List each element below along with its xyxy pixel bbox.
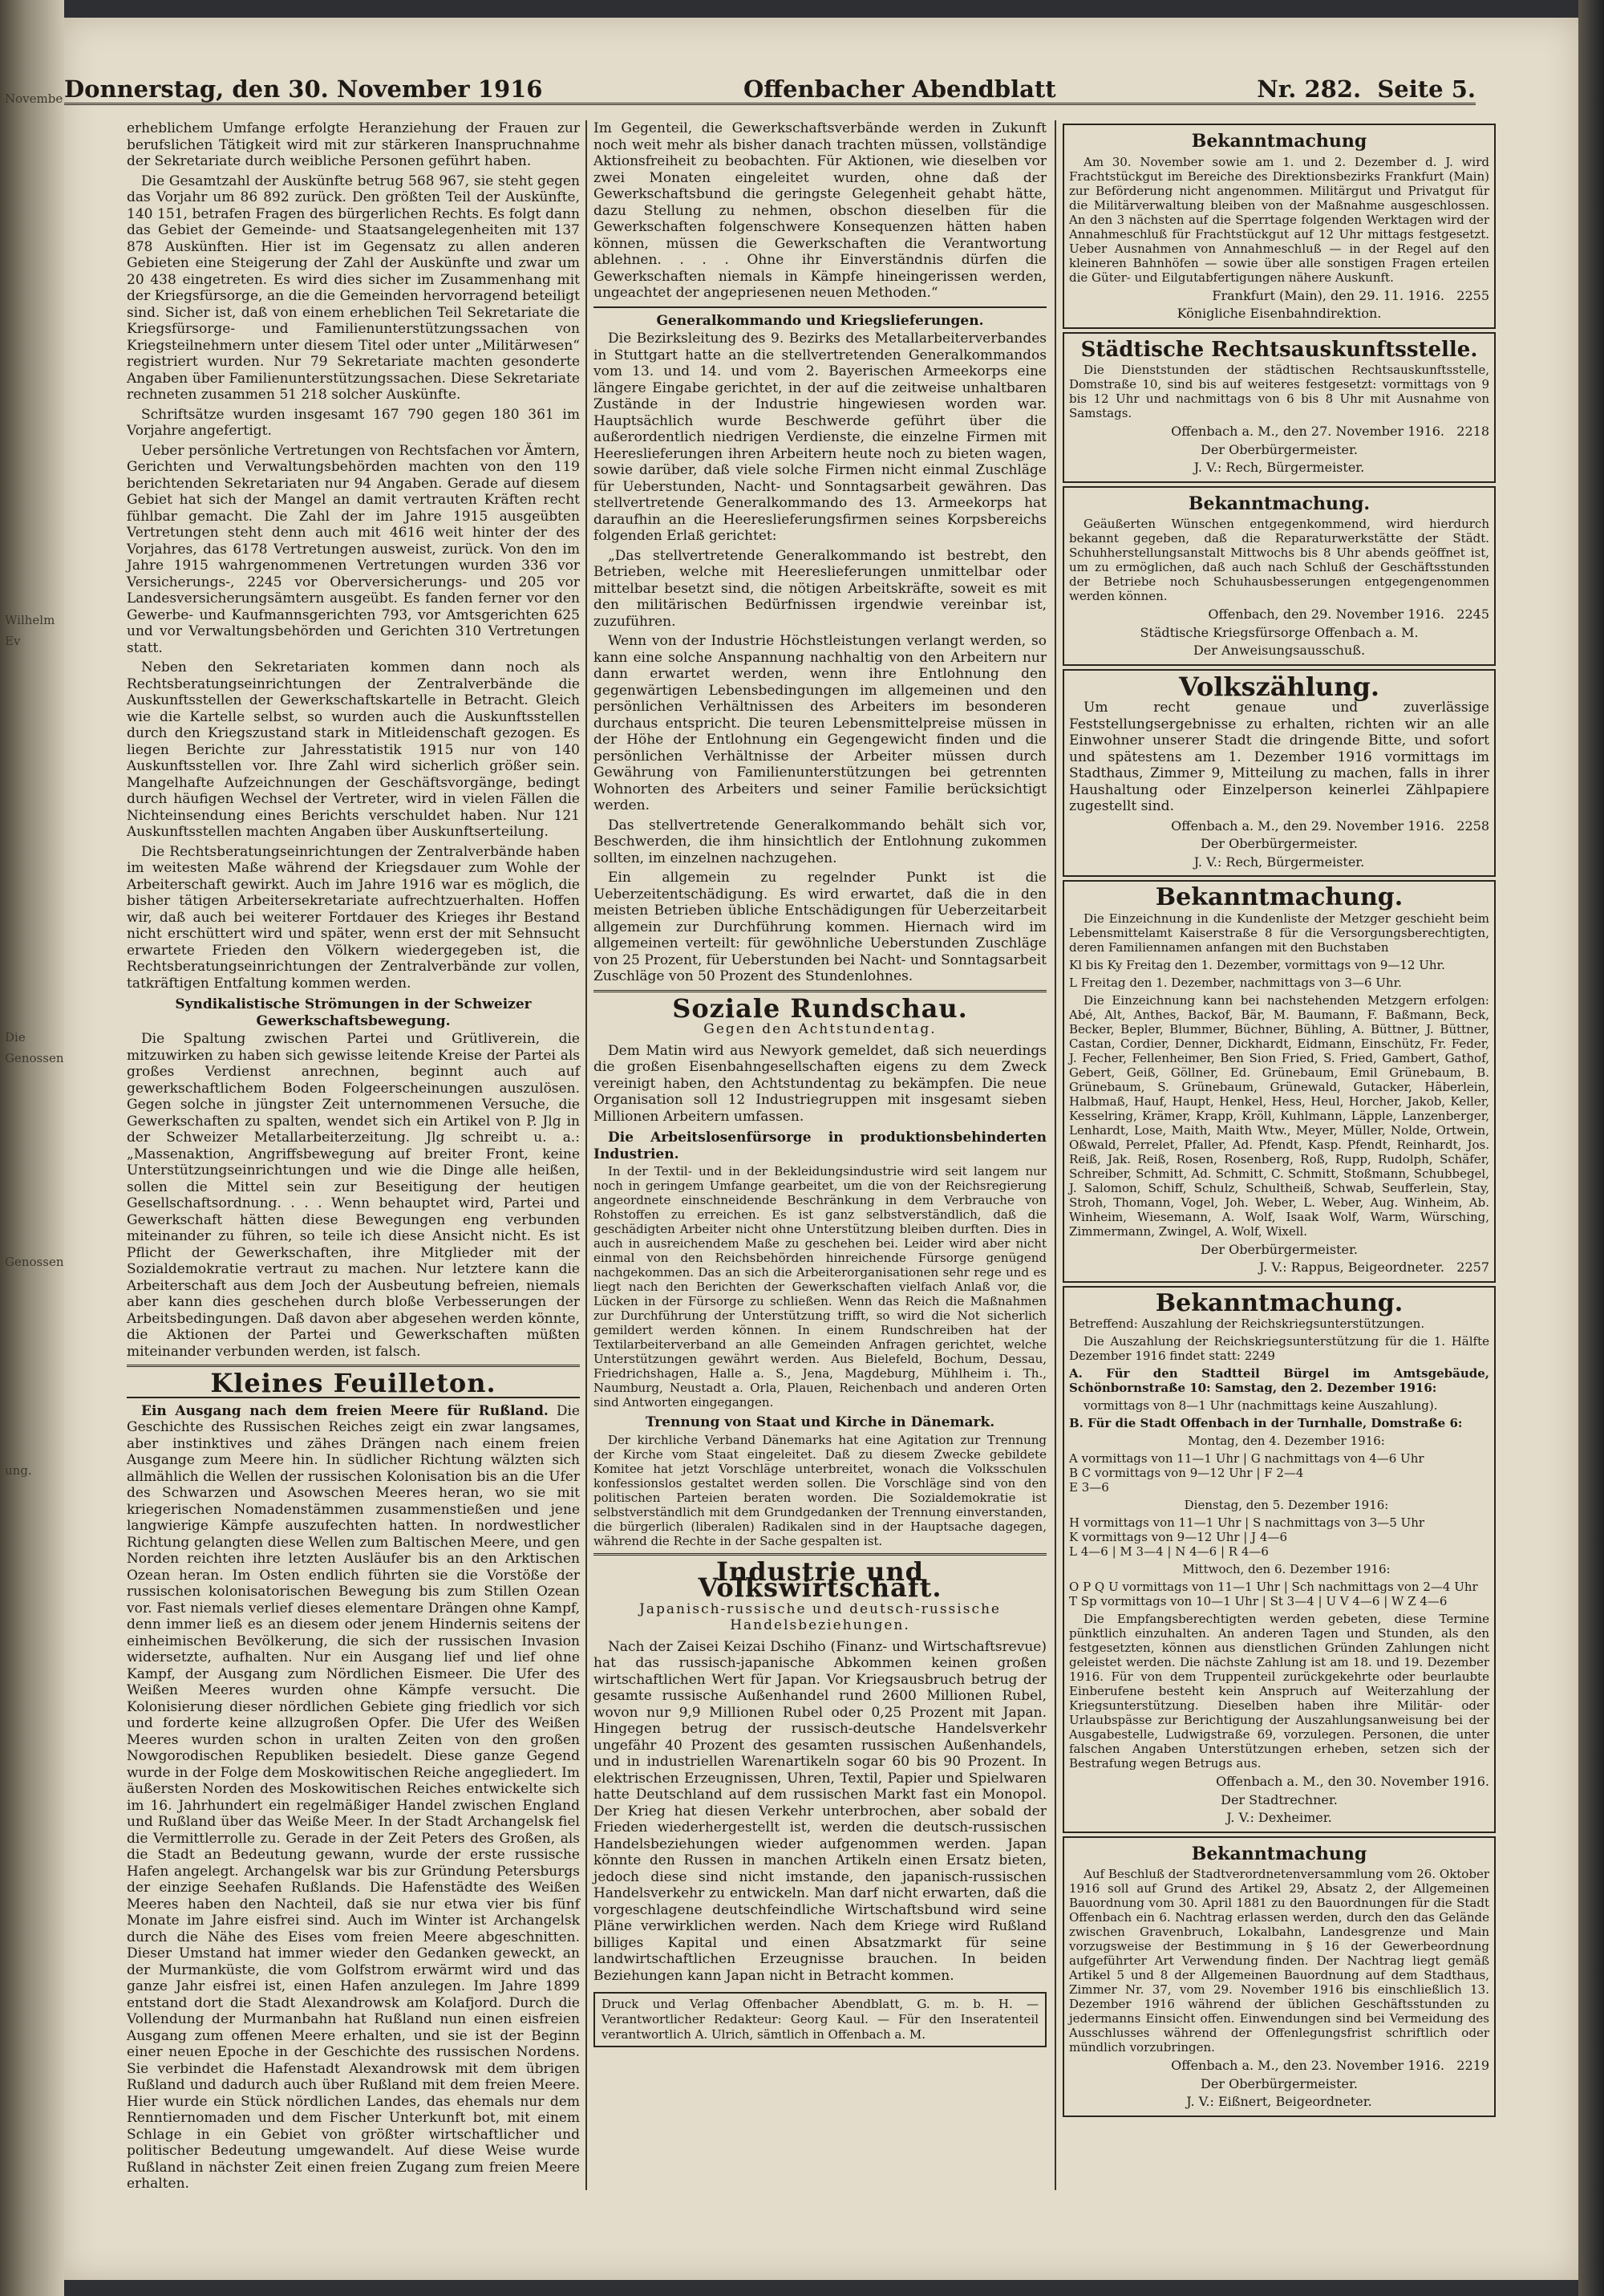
section-title-sozial: Soziale Rundschau.: [672, 992, 968, 1024]
article-paragraph: Neben den Sekretariaten kommen dann noch als Rechtsberatungseinrichtungen der Zentralverbände die Auskunftsstellen der Gewerkschaftskartelle in Betracht. Gleich wie die Kartelle selbst, so wurden auch die Auskunftsstellen durch den Kriegszustand stark in Mitleidenschaft gezogen. Es liegen Berichte zur Jahresstatistik 1915 nur von 140 Auskunftsstellen vor. Ihre Zahl wird sicherlich größer sein. Mangelhafte Aufzeichnungen der Geschäftsvorgänge, bedingt durch häufigen Wechsel der Vertreter, wird in vielen Fällen die Nichteinsendung eines Berichts verschuldet haben. Nur 121 Auskunftsstellen machten Angaben über Auskunftserteilung.: [127, 659, 580, 840]
notice-eisenbahn: [1063, 124, 1496, 329]
column-3-notices: [1063, 120, 1496, 2286]
header-issue-page: [1257, 75, 1476, 103]
article-paragraph: Im Gegenteil, die Gewerkschaftsverbände werden in Zukunft noch weit mehr als bisher danach trachten müssen, vollständige Aktionsfreiheit zu beobachten. Für Aktionen, wie dieselben vor zwei Monaten eingeleitet wurden, ohne daß der Gewerkschaftsbund die geringste Gelegenheit gehabt hätte, dazu Stellung zu nehmen, obschon dieselben für die Gewerkschaften folgenschwere Konsequenzen hätten haben können, müssen die Gewerkschaften die Verantwortung ablehnen. . . . Ohne ihr Einverständnis dürfen die Gewerkschaften niemals in Kämpfe hineingerissen werden, ungeachtet der angepriesenen neuen Methoden.“: [593, 120, 1047, 301]
article-paragraph: „Das stellvertretende Generalkommando ist bestrebt, den Betrieben, welche mit Heereslieferungen unmittelbar oder mittelbar besetzt sind, die nötigen Arbeitskräfte, soweit es mit den militärischen Bedürfnissen irgendwie vereinbar ist, zuzuführen.: [593, 547, 1047, 630]
notice-title: Volkszählung.: [1179, 671, 1379, 702]
article-heading: Trennung von Staat und Kirche in Dänemark.: [645, 1414, 995, 1430]
article-paragraph: Der kirchliche Verband Dänemarks hat eine Agitation zur Trennung der Kirche vom Staat eingeleitet. Daß zu diesem Zwecke gebildete Komitee hat jetzt Vorschläge unterbreitet, wonach die Volksschulen konfessionslos gestaltet werden sollen. Die Vorschläge sind von den politischen Parteien beraten worden. Die Sozialdemokratie ist selbstverständlich mit dem Grundgedanken der Trennung einverstanden, die bürgerlich (liberalen) Radikalen sind in der Hauptsache dagegen, während die Rechte in der Sache gespalten ist.: [593, 1432, 1047, 1548]
section-subtitle: Japanisch-russische und deutsch-russische Handelsbeziehungen.: [639, 1600, 1001, 1633]
edge-snippet: Die Genossen: [5, 1030, 64, 1065]
notice-schedule: Mittwoch, den 6. Dezember 1916:: [1182, 1562, 1391, 1576]
article-paragraph: Das stellvertretende Generalkommando behält sich vor, Beschwerden, die ihm hinsichtlich der Entlohnung zukommen sollten, im einzelnen nachzugehen.: [593, 817, 1047, 866]
header-issue: Nr. 282.: [1257, 75, 1362, 103]
notice-text: Die Einzeichnung in die Kundenliste der Metzger geschieht beim Lebensmittelamt Kaiserstraße 8 für die Versorgungsberechtigten, deren Familiennamen anfangen mit den Buchstaben: [1069, 911, 1489, 955]
article-heading: Syndikalistische Strömungen in der Schweizer Gewerkschaftsbewegung.: [175, 996, 532, 1029]
notice-text: Die Einzeichnung kann bei nachstehenden Metzgern erfolgen: Abé, Alt, Anthes, Backof, Bär, M. Baumann, F. Baßmann, Beck, Becker, Bepler, Blummer, Büchner, Bühling, A. Büttner, J. Büttner, Castan, Cordier, Denner, Dickhardt, Eidmann, Einschütz, Fr. Feder, J. Fecher, Fellenheimer, Ben Sion Fried, S. Fried, Gambert, Gathof, Gebert, Geiß, Göllner, Ed. Grünebaum, Emil Grünebaum, B. Grünebaum, S. Grünebaum, Grünewald, Gutacker, Häberlein, Halbmaß, Hauf, Haupt, Henkel, Hess, Heul, Horcher, Jakob, Keller, Kesselring, Krämer, Krapp, Kröll, Kuhlmann, Läpple, Lanzenberger, Lenhardt, Lose, Maith, Maith Wtw., Meyer, Müller, Nolde, Ortwein, Oßwald, Perrelet, Pfaller, Ad. Pfendt, Kasp. Pfendt, Reinhardt, Jos. Reiß, Jak. Reiß, Rosen, Rosenberg, Roß, Rupp, Rudolph, Schäfer, Schreiber, Schmitt, Ad. Schmitt, C. Schmitt, Stoßmann, Schubbegel, J. Salomon, Schiff, Schulz, Schultheiß, Schwab, Seufferlein, Stay, Stroh, Thomann, Vogel, Joh. Weber, L. Weber, Aug. Winheim, Ab. Winheim, Wiesemann, A. Wolf, Isaak Wolf, Warm, Würsching, Zimmermann, Zwingel, A. Wolf, Wixell.: [1069, 992, 1489, 1239]
notice-schedule: A. Für den Stadtteil Bürgel im Amtsgebäude, Schönbornstraße 10: Samstag, den 2. Dezember 1916:: [1069, 1366, 1489, 1395]
notice-kriegsunterstuetzung: [1063, 1286, 1496, 1833]
notice-schedule: H vormittags von 11—1 Uhr | S nachmittags von 3—5 Uhr K vormittags von 9—12 Uhr | J 4—6 L 4—6 | M 3—4 | N 4—6 | R 4—6: [1069, 1515, 1425, 1559]
notice-signature: Offenbach, den 29. November 1916. 2245: [1208, 606, 1489, 622]
column-divider: [1055, 120, 1056, 2190]
article-paragraph: Die Bezirksleitung des 9. Bezirks des Metallarbeiterverbandes in Stuttgart hatte an die stellvertretenden Generalkommandos vom 13. und 14. und vom 2. Bayerischen Armeekorps eine längere Eingabe gerichtet, in der auf die zeitweise unhaltbaren Zustände in der Industrie hingewiesen worden war. Hauptsächlich wurde Beschwerde geführt über die außerordentlich niedrigen Verdienste, die einzelne Firmen mit Heereslieferungen ihren Arbeitern heute noch zu bieten wagen, sowie darüber, daß viele solche Firmen nicht einmal Zuschläge für Ueberstunden, Nacht- und Sonntagsarbeit gewähren. Das stellvertretende Generalkommando des 13. Armeekorps hat daraufhin an die Heereslieferungsfirmen seines Korpsbereichs folgenden Erlaß gerichtet:: [593, 331, 1047, 544]
article-paragraph: Schriftsätze wurden insgesamt 167 790 gegen 180 361 im Vorjahre angefertigt.: [127, 406, 580, 439]
notice-metzger: [1063, 880, 1496, 1283]
notice-text: Die Dienststunden der städtischen Rechtsauskunftsstelle, Domstraße 10, sind bis auf weiteres festgesetzt: vormittags von 9 bis 12 Uhr und nachmittags von 6 bis 8 Uhr mit Ausnahme von Samstags.: [1069, 363, 1489, 420]
feuilleton-subtitle: Ein Ausgang nach dem freien Meere für Rußland.: [141, 1402, 549, 1419]
notice-signature: Der Stadtrechner.: [1221, 1791, 1338, 1807]
article-paragraph: Ueber persönliche Vertretungen von Rechtsfachen vor Ämtern, Gerichten und Verwaltungsbehörden machten von den 119 berichtenden Sekretariaten nur 94 Angaben. Gerade auf diesem Gebiet hat sich der Mangel an damit vertrauten Kräften recht fühlbar gemacht. Die Zahl der im Jahre 1915 ausgeübten Vertretungen steht denn auch mit 4616 weit hinter der des Vorjahres, das 6178 Vertretungen ausweist, zurück. Von den im Jahre 1915 wahrgenommenen Vertretungen wurden 336 vor Versicherungs-, 2245 vor Oberversicherungs- und 205 vor Landesversicherungsämtern ausgeübt. Es fanden ferner vor den Gewerbe- und Kaufmannsgerichten 793, vor Amtsgerichten 625 und vor Verwaltungsbehörden und Gerichten 310 Vertretungen statt.: [127, 442, 580, 656]
section-divider: [593, 306, 1047, 308]
article-paragraph: In der Textil- und in der Bekleidungsindustrie wird seit langem nur noch in geringem Umfange gearbeitet, um die von der Reichsregierung angeordnete einschneidende Beschränkung in dem Verbrauche von Rohstoffen zu erreichen. Es ist ganz selbstverständlich, daß die geschädigten Arbeiter nicht ohne Unterstützung bleiben durften. Dies in auch in ausreichendem Maße zu geschehen bei. Leider wird aber nicht einmal von den Reichsbehörden hinreichende Fürsorge genügend nachgekommen. Das an sich die Arbeiterorganisationen sehr rege und es liegt nach den Berichten der Gewerkschaften vielfach Anlaß vor, die Lücken in der Fürsorge zu schließen. Wenn das Reich die Maßnahmen zur Durchführung der Unterstützung trifft, so wird die Not sicherlich gemildert werden können. In einem Rundschreiben hat der Textilarbeiterverband an alle Gemeinden Anfragen gerichtet, welche Unterstützungen gewährt werden. Aus Bielefeld, Bochum, Dessau, Friedrichshagen, Halle a. S., Jena, Magdeburg, Mühlheim i. Th., Naumburg, Neustadt a. Orla, Plauen, Reichenbach und anderen Orten sind Antworten eingegangen.: [593, 1164, 1047, 1410]
section-divider: [593, 1553, 1047, 1556]
notice-title: Bekanntmachung.: [1155, 1288, 1404, 1317]
notice-title: Bekanntmachung: [1191, 131, 1367, 152]
notice-schedule: vormittags von 8—1 Uhr (nachmittags keine Auszahlung).: [1084, 1398, 1438, 1413]
article-paragraph: erheblichem Umfange erfolgte Heranziehung der Frauen zur berufslichen Tätigkeit wird mit zur stärkeren Inanspruchnahme der Sekretariate durch weibliche Personen geführt haben.: [127, 120, 580, 169]
article-heading: Generalkommando und Kriegslieferungen.: [656, 312, 984, 329]
notice-schedule: Kl bis Ky Freitag den 1. Dezember, vormittags von 9—12 Uhr.: [1069, 957, 1445, 972]
notice-signature: Der Oberbürgermeister.: [1201, 1241, 1358, 1257]
notice-bauordnung: [1063, 1836, 1496, 2117]
notice-signature: Offenbach a. M., den 27. November 1916. 2218: [1171, 424, 1489, 439]
notice-title: Bekanntmachung.: [1155, 883, 1404, 911]
notice-schedule: L Freitag den 1. Dezember, nachmittags von 3—6 Uhr.: [1069, 975, 1402, 990]
notice-signature: Der Oberbürgermeister.: [1201, 441, 1358, 457]
notice-signature: Offenbach a. M., den 30. November 1916.: [1216, 1774, 1489, 1789]
header-date: Donnerstag, den 30. November 1916: [64, 75, 543, 103]
notice-text: Am 30. November sowie am 1. und 2. Dezember d. J. wird Frachtstückgut im Bereiche des Direktionsbezirks Frankfurt (Main) zur Beförderung nicht angenommen. Militärgut und Privatgut für die Militärverwaltung bleiben von der Maßnahme ausgeschlossen. An den 3 nächsten auf die Sperrtage folgenden Werktagen wird der Annahmeschluß für Frachtstückgut auf 12 Uhr mittags festgesetzt. Ueber Ausnahmen von Annahmeschluß — in der Regel auf den kleineren Bahnhöfen — sowie über alle sonstigen Fragen erteilen die Güter- und Eilgutabfertigungen nähere Auskunft.: [1069, 154, 1489, 285]
notice-schedule: Montag, den 4. Dezember 1916:: [1188, 1434, 1385, 1448]
notice-signature: Königliche Eisenbahndirektion.: [1177, 306, 1382, 321]
edge-snippet: ung.: [5, 1463, 32, 1478]
page-header: [64, 64, 1476, 105]
feuilleton-text: [127, 1403, 580, 2193]
notice-text: Auf Beschluß der Stadtverordnetenversammlung vom 26. Oktober 1916 soll auf Grund des Artikel 29, Absatz 2, der Allgemeinen Bauordnung vom 30. April 1881 zu den Bauordnungen für die Stadt Offenbach ein 6. Nachtrag erlassen werden, durch den das Gelände zwischen Gravenbruch, Lokalbahn, Landesgrenze und Main vorzugsweise der Bestimmung in § 16 der Gewerbeordnung aufgeführter Art Verwendung finden. Der Nachtrag liegt gemäß Artikel 5 und 8 der Allgemeinen Bauordnung auf dem Stadthaus, Zimmer Nr. 37, vom 29. November 1916 bis einschließlich 13. Dezember 1916 während der üblichen Geschäftsstunden zu jedermanns Einsicht offen. Einwendungen sind bei Vermeidung des Ausschlusses während der Offenlegungsfrist schriftlich oder mündlich vorzubringen.: [1069, 1867, 1489, 2055]
feuilleton-title: Kleines Feuilleton.: [210, 1368, 496, 1398]
article-paragraph: Die Spaltung zwischen Partei und Grütliverein, die mitzuwirken zu haben sich gewisse leitende Kreise der Partei als großes Verdienst anrechnen, beginnt auch auf gewerkschaftlichem Boden Folgeerscheinungen auszulösen. Gegen solche in jüngster Zeit unternommenen Versuche, die Gewerkschaften zu spalten, wendet sich ein Artikel von P. Jlg in der Schweizer Metallarbeiterzeitung. Jlg schreibt u. a.: „Massenaktion, Angriffsbewegung auf breiter Front, keine Unterstützungseinrichtungen und wie die Dinge alle heißen, sollen die Mittel sein zur Beseitigung der heutigen Gesellschaftsordnung. . . . Wenn behauptet wird, Partei und Gewerkschaft hätten diese Bewegungen eng verbunden miteinander zu führen, so teile ich diese Ansicht nicht. Es ist Pflicht der Gewerkschaften, ihre Mitglieder mit der Sozialdemokratie vertraut zu machen. Nur letztere kann die Arbeiterschaft aus dem Joch der Ausbeutung befreien, niemals aber kann dies geschehen durch bloße Verbesserungen der Arbeitsbedingungen. Daß davon aber abgesehen werden könnte, die Aktionen der Partei und Gewerkschaften müßten miteinander verbunden werden, ist falsch.: [127, 1031, 580, 1360]
notice-schedule: O P Q U vormittags von 11—1 Uhr | Sch nachmittags von 2—4 Uhr T Sp vormittags von 10—1 Uhr | St 3—4 | U V 4—6 | W Z 4—6: [1069, 1580, 1478, 1608]
notice-title: Städtische Rechtsauskunftsstelle.: [1080, 337, 1478, 362]
notice-volkszaehlung: [1063, 669, 1496, 878]
adjacent-pages-edge: [1578, 0, 1604, 2296]
edge-snippet: Novembe: [5, 91, 63, 106]
imprint-box: Druck und Verlag Offenbacher Abendblatt, G. m. b. H. — Verantwortlicher Redakteur: Georg Kaul. — Für den Inseratenteil verantwortlich A. Ulrich, sämtlich in Offenbach a. M.: [593, 1992, 1047, 2047]
notice-signature: J. V.: Rappus, Beigeordneter. 2257: [1259, 1260, 1489, 1275]
feuilleton-body: Die Geschichte des Russischen Reiches zeigt ein zwar langsames, aber instinktives und zähes Drängen nach einem freien Ausgange zum Meere hin. In südlicher Richtung wälzten sich allmählich die Wellen der russischen Kolonisation bis an die Ufer des Schwarzen und Asowschen Meeres heran, wo sie mit kriegerischen Nomadenstämmen zusammenstießen und jene langwierige Kämpfe auszufechten hatten. In nordwestlicher Richtung gelangten diese Wellen zum Baltischen Meere, und gen Norden reichten ihre letzten Ausläufer bis an den Arktischen Ozean heran. Im Osten endlich führten sie die Vorstöße der russischen kolonisatorischen Bewegung bis zum Stillen Ozean vor. Fast niemals verlief dieses elementare Drängen ohne Kampf, denn immer ließ es an diesem oder jenem Hindernis seitens der einheimischen Bevölkerung, die sich der russischen Invasion widersetzte, aufhalten. Nur ein Ausgang lief und lief ohne Kampf, der Ausgang zum Nördlichen Eismeer. Die Ufer des Weißen Meeres wurden ohne Kämpfe versucht. Die Kolonisierung dieser nördlichen Gebiete ging friedlich vor sich und forderte keine allzugroßen Opfer. Die Ufer des Weißen Meeres wurden schon in uralten Zeiten von den großen Nowgorodischen Republiken besiedelt. Diese ganze Gegend wurde in der Folge dem Moskowitischen Reiche angegliedert. Im äußersten Norden des Moskowitischen Reiches entwickelte sich im 16. Jahrhundert ein regelmäßiger Handel zwischen England und Rußland über das Weiße Meer. In der Stadt Archangelsk fiel die Vermittlerrolle zu. Gerade in der Zeit Peters des Großen, als die Stadt an Bedeutung gewann, wurde der erste russische Hafen angelegt. Archangelsk war bis zur Gründung Petersburgs der einzige Seehafen Rußlands. Die Hafenstädte des Weißen Meeres haben den Nachteil, daß sie nur etwa vier bis fünf Monate im Jahre eisfrei sind. Auch im Winter ist Archangelsk durch die Nähe des Eises vom freien Meere abgeschnitten. Dieser Umstand hat immer wieder den Gedanken geweckt, an der Murmanküste, die vom Golfstrom erwärmt wird und das ganze Jahr eisfrei ist, einen Hafen anzulegen. Im Jahre 1899 entstand dort die Stadt Alexandrowsk am Kolafjord. Durch die Vollendung der Murmanbahn hat Rußland nun einen eisfreien Ausgang zum offenen Meere erhalten, und sie ist der Beginn einer neuen Epoche in der Geschichte des russischen Nordens. Sie verbindet die Hafenstadt Alexandrowsk mit dem übrigen Rußland und dadurch auch über Rußland mit dem freien Meere. Hier wurde ein Stück nördlichen Landes, das ehemals nur dem Renntiernomaden und dem Fischer Unterkunft bot, mit einem Schlage in ein Gebiet von größter wirtschaftlicher und politischer Bedeutung umgewandelt. Auf diese Weise wurde Rußland in nächster Zeit einen freien Zugang zum freien Meere erhalten.: [127, 1402, 580, 2192]
notice-schuhreparatur: [1063, 486, 1496, 666]
article-heading: Die Arbeitslosenfürsorge in produktionsbehinderten Industrien.: [593, 1130, 1047, 1162]
notice-signature: Städtische Kriegsfürsorge Offenbach a. M.: [1140, 624, 1419, 640]
notice-signature: Der Oberbürgermeister.: [1201, 836, 1358, 851]
header-page: Seite 5.: [1377, 75, 1476, 103]
column-divider: [585, 120, 587, 2190]
notice-signature: J. V.: Eißnert, Beigeordneter.: [1186, 2094, 1372, 2109]
notice-title: Bekanntmachung: [1191, 1843, 1367, 1864]
section-divider: [593, 990, 1047, 992]
notice-rechtsauskunft: [1063, 332, 1496, 483]
notice-text: Die Auszahlung der Reichskriegsunterstützung für die 1. Hälfte Dezember 1916 findet statt: 2249: [1069, 1334, 1489, 1363]
column-2: [593, 120, 1047, 2286]
section-subtitle: Gegen den Achtstundentag.: [703, 1021, 937, 1037]
notice-schedule: Dienstag, den 5. Dezember 1916:: [1184, 1498, 1389, 1512]
notice-signature: J. V.: Dexheimer.: [1226, 1810, 1332, 1825]
notice-signature: Offenbach a. M., den 29. November 1916. 2258: [1171, 817, 1489, 834]
edge-snippet: Wilhelm Ev: [5, 613, 55, 648]
article-paragraph: Wenn von der Industrie Höchstleistungen verlangt werden, so kann eine solche Anspannung nachhaltig von den Arbeitern nur dann erwartet werden, wenn ihre Entlohnung den gegenwärtigen Lebensbedingungen im allgemeinen und den persönlichen Verhältnissen des Arbeiters im besonderen durchaus entspricht. Die teuren Lebensmittelpreise müssen in der Höhe der Entlohnung ein Gegengewicht finden und die persönlichen Verhältnisse der Arbeiter müssen durch Gewährung von Familienunterstützungen bei getrennten Wohnorten des Arbeiters und seiner Familie berücksichtigt werden.: [593, 633, 1047, 813]
notice-schedule: B. Für die Stadt Offenbach in der Turnhalle, Domstraße 6:: [1069, 1416, 1463, 1430]
article-paragraph: Nach der Zaisei Keizai Dschiho (Finanz- und Wirtschaftsrevue) hat das russisch-japanische Abkommen keinen großen wirtschaftlichen Wert für Japan. Vor Kriegsausbruch betrug der gesamte russische Außenhandel rund 2600 Millionen Rubel, wovon nur 9,9 Millionen Rubel oder 0,25 Prozent mit Japan. Hingegen betrug der russisch-deutsche Handelsverkehr ungefähr 40 Prozent des gesamten russischen Außenhandels, und in industriellen Warenartikeln sogar 60 bis 90 Prozent. In elektrischen Erzeugnissen, Uhren, Textil, Papier und Spielwaren hatte Deutschland auf dem russischen Markt fast ein Monopol. Der Krieg hat diesen Verkehr unterbrochen, aber sobald der Frieden wiederhergestellt ist, werden die deutsch-russischen Handelsbeziehungen wieder aufgenommen werden. Japan könnte den Russen in manchen Artikeln einen Ersatz bieten, jedoch diese sind nicht imstande, den japanisch-russischen Handelsverkehr zu entwickeln. Man darf nicht erwarten, daß die vorgeschlagene deutschfeindliche Wirtschaftsbund wird seine Pläne verwirklichen werden. Nach dem Kriege wird Rußland billiges Kapital und einen Absatzmarkt für seine landwirtschaftlichen Erzeugnisse brauchen. In beiden Beziehungen kann Japan nicht in Betracht kommen.: [593, 1638, 1047, 1984]
article-paragraph: Dem Matin wird aus Newyork gemeldet, daß sich neuerdings die großen Eisenbahngesellschaften eigens zu dem Zweck vereinigt haben, den Achtstundentag zu bekämpfen. Die neue Organisation soll 12 Industriegruppen mit insgesamt sieben Millionen Arbeitern umfassen.: [593, 1042, 1047, 1125]
notice-text: Geäußerten Wünschen entgegenkommend, wird hierdurch bekannt gegeben, daß die Reparaturwerkstätte der Städt. Schuhherstellungsanstalt Mittwochs bis 8 Uhr abends geöffnet ist, um zu ermöglichen, daß auch nach Schluß der Geschäftsstunden der Betriebe noch Schuhausbesserungen entgegengenommen werden können.: [1069, 517, 1489, 603]
article-paragraph: Die Gesamtzahl der Auskünfte betrug 568 967, sie steht gegen das Vorjahr um 86 892 zurück. Den größten Teil der Auskünfte, 140 151, betrafen Fragen des bürgerlichen Rechts. Es folgt dann das Gebiet der Gemeinde- und Staatsangelegenheiten mit 137 878 Auskünften. Hier ist im Gegensatz zu allen anderen Gebieten eine Steigerung der Zahl der Auskünfte und zwar um 20 438 eingetreten. Es wird dies sicher im Zusammenhang mit der Kriegsfürsorge, an die die Gemeinden hervorragend beteiligt sind. Sicher ist, daß von einem erheblichen Teil Sekretariate die Kriegsfürsorge- und Familienunterstützungssachen von Kriegsteilnehmern unter diesem Titel oder unter „Militärwesen“ registriert wurden. Nur 79 Sekretariate machten gesonderte Angaben über Familienunterstützungssachen. Diese Sekretariate rechneten zusammen 51 218 solcher Auskünfte.: [127, 172, 580, 403]
book-binding-edge: [0, 0, 64, 2296]
notice-text: Um recht genaue und zuverlässige Feststellungsergebnisse zu erhalten, richten wir an alle Einwohner unserer Stadt die dringende Bitte, und sofort und spätestens am 1. Dezember 1916 vormittags im Stadthaus, Zimmer 9, Mitteilung zu machen, falls in ihrer Haushaltung oder Einzelperson keinerlei Zählpapiere zugestellt sind.: [1069, 700, 1489, 814]
article-paragraph: Die Rechtsberatungseinrichtungen der Zentralverbände haben im weitesten Maße während der Kriegsdauer zum Wohle der Arbeiterschaft gewirkt. Auch im Jahre 1916 war es möglich, die bisher tätigen Arbeitersekretariate aufrechtzuerhalten. Hoffen wir, daß auch bei weiterer Fortdauer des Krieges ihr Bestand nicht erschüttert wird und später, wenn erst der mit Sehnsucht erwartete Frieden den Völkern wiedergegeben ist, die Rechtsberatungseinrichtungen der Zentralverbände zur vollen, tatkräftigen Entfaltung kommen werden.: [127, 843, 580, 992]
notice-signature: Offenbach a. M., den 23. November 1916. 2219: [1171, 2058, 1489, 2073]
section-divider: [127, 1365, 580, 1367]
notice-text: Die Empfangsberechtigten werden gebeten, diese Termine pünktlich einzuhalten. An anderen Tagen und Stunden, als den festgesetzten, können aus dienstlichen Gründen Zahlungen nicht geleistet werden. Die nächste Zahlung ist am 18. und 19. Dezember 1916. Für von dem Truppenteil zurückgekehrte oder beurlaubte Einberufene besteht kein Anspruch auf Weiterzahlung der Kriegsunterstützung. Dieselben haben ihre Militär- oder Urlaubspässe zur Berichtigung der Auszahlungsanweisung bei der Ausgabestelle, Ludwigstraße 69, vorzulegen. Personen, die unter falschen Angaben Unterstützungen erheben, setzen sich der Bestrafung wegen Betrugs aus.: [1069, 1612, 1489, 1771]
notice-signature: Frankfurt (Main), den 29. 11. 1916. 2255: [1212, 287, 1489, 303]
header-paper-title: Offenbacher Abendblatt: [743, 75, 1056, 103]
edge-snippet: Genossen: [5, 1255, 64, 1269]
section-title-industrie: Industrie und Volkswirtschaft.: [698, 1556, 942, 1603]
notice-title: Bekanntmachung.: [1188, 493, 1371, 514]
article-paragraph: Ein allgemein zu regelnder Punkt ist die Ueberzeitentschädigung. Es wird erwartet, daß die in den meisten Betrieben übliche Entschädigungen für Ueberzeitarbeit allgemein zur Durchführung kommen. Hiernach wird im allgemeinen verteilt: für gewöhnliche Ueberstunden Zuschläge von 25 Prozent, für Ueberstunden bei Nacht- und Sonntagsarbeit Zuschläge von 50 Prozent des Stundenlohnes.: [593, 870, 1047, 984]
notice-signature: Der Anweisungsausschuß.: [1193, 643, 1366, 658]
notice-signature: Der Oberbürgermeister.: [1201, 2075, 1358, 2091]
notice-signature: J. V.: Rech, Bürgermeister.: [1193, 460, 1365, 475]
notice-schedule: A vormittags von 11—1 Uhr | G nachmittags von 4—6 Uhr B C vormittags von 9—12 Uhr | F 2—4 E 3—6: [1069, 1451, 1424, 1495]
notice-signature: J. V.: Rech, Bürgermeister.: [1193, 854, 1365, 870]
notice-subject: Betreffend: Auszahlung der Reichskriegsunterstützungen.: [1069, 1316, 1425, 1331]
column-1: [127, 120, 580, 2286]
